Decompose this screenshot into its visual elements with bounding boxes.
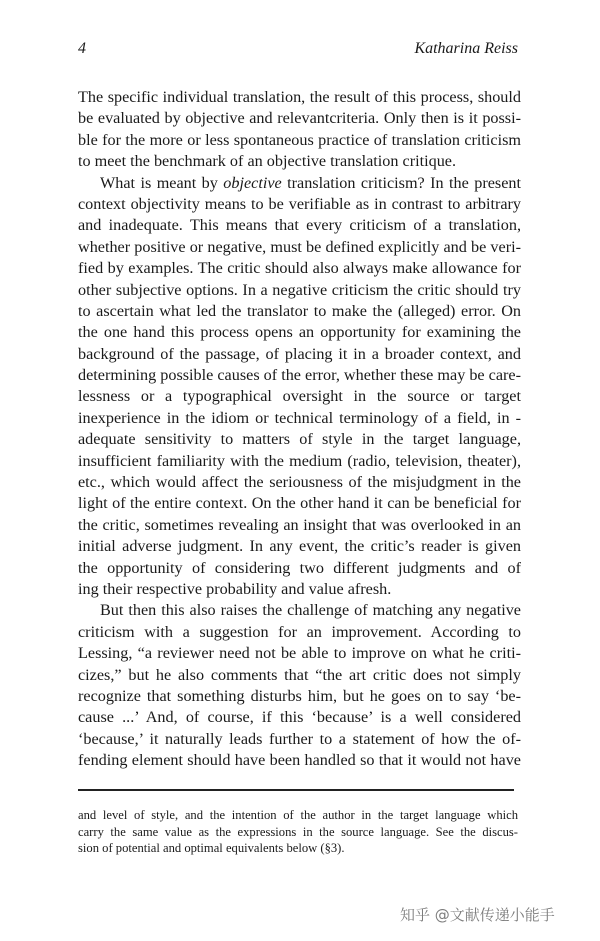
footnote-divider <box>78 789 514 791</box>
text-line: cizes,” but he also comments that “the art critic does not simply <box>78 665 521 684</box>
text-line: other subjective options. In a negative criticism the critic should try <box>78 280 521 299</box>
text-line: to meet the benchmark of an objective translation critique. <box>78 152 457 171</box>
text-line: inexperience in the idiom or technical terminology of a field, in - <box>78 408 521 427</box>
text-segment: What is meant by <box>100 173 224 192</box>
text-line: the opportunity of considering two different judgments and of <box>78 558 521 577</box>
text-line: fied by examples. The critic should also always make allowance for <box>78 259 521 278</box>
text-line: adequate sensitivity to matters of style in the target language, <box>78 430 521 449</box>
text-line: ‘because,’ it naturally leads further to a statement of how the of- <box>78 729 521 748</box>
text-line: context objectivity means to be verifiable as in contrast to arbitrary <box>78 194 521 213</box>
text-line: Lessing, “a reviewer need not be able to improve on what he criti- <box>78 644 521 663</box>
text-line: cause ...’ And, of course, if this ‘because’ is a well considered <box>78 708 521 727</box>
text-line: ble for the more or less spontaneous practice of translation criticism <box>78 130 521 149</box>
footnote <box>78 807 518 857</box>
text-line <box>78 173 521 194</box>
text-line: etc., which would affect the seriousness of the misjudgment in the <box>78 473 521 492</box>
text-segment: translation criticism? In the present <box>281 173 521 192</box>
emphasis-objective: objective <box>223 173 282 192</box>
text-line: recognize that something disturbs him, but he goes on to say ‘be- <box>78 686 521 705</box>
text-line: lessness or a typographical oversight in the source or target <box>78 387 521 406</box>
watermark: 知乎 @文献传递小能手 <box>400 906 555 924</box>
text-line: initial adverse judgment. In any event, the critic’s reader is given <box>78 537 521 556</box>
text-line: be evaluated by objective and relevantcriteria. Only then is it possi- <box>78 109 521 128</box>
text-line: whether positive or negative, must be defined explicitly and be veri- <box>78 237 521 256</box>
text-line: ing their respective probability and value afresh. <box>78 579 392 598</box>
page-number: 4 <box>78 40 86 57</box>
footnote-line: sion of potential and optimal equivalents below (§3). <box>78 841 345 856</box>
text-line: to ascertain what led the translator to make the (alleged) error. On <box>78 301 521 320</box>
text-line: the one hand this process opens an opportunity for examining the <box>78 323 521 342</box>
footnote-line: carry the same value as the expressions in the source language. See the discus- <box>78 824 518 839</box>
text-line: The specific individual translation, the result of this process, should <box>78 88 521 106</box>
text-line: But then this also raises the challenge of matching any negative <box>100 601 521 620</box>
footnote-line: and level of style, and the intention of the author in the target language which <box>78 808 518 822</box>
text-line: fending element should have been handled so that it would not have <box>78 751 521 770</box>
text-line: and inadequate. This means that every criticism of a translation, <box>78 216 521 235</box>
page-header <box>78 40 518 62</box>
text-line: the critic, sometimes revealing an insight that was overlooked in an <box>78 515 521 534</box>
text-line: background of the passage, of placing it in a broader context, and <box>78 344 521 363</box>
text-line: light of the entire context. On the other hand it can be beneficial for <box>78 494 521 513</box>
text-line: criticism with a suggestion for an improvement. According to <box>78 622 521 641</box>
text-line: determining possible causes of the error, whether these may be care- <box>78 366 521 385</box>
text-line: insufficient familiarity with the medium (radio, television, theater), <box>78 451 521 470</box>
running-head: Katharina Reiss <box>414 40 518 57</box>
main-text <box>78 87 521 772</box>
